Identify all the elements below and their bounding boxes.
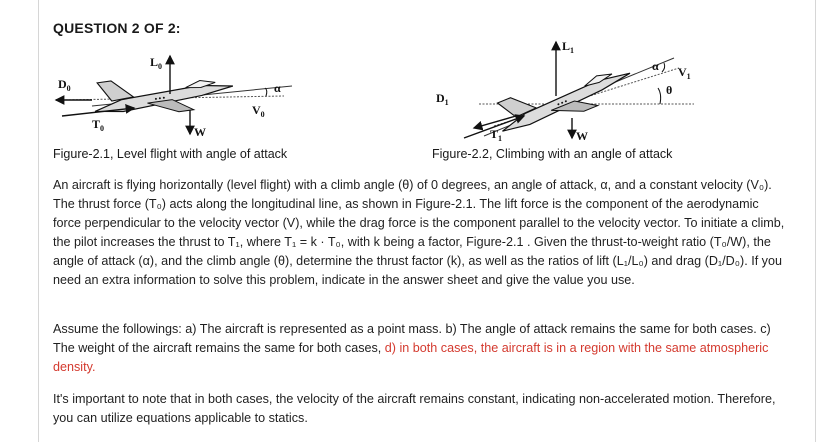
aircraft-illustration	[492, 53, 637, 143]
velocity-label: V	[252, 103, 261, 117]
figure-level-flight	[52, 44, 322, 144]
weight-label: W	[194, 125, 206, 139]
svg-text:T1: $T_1$	[490, 127, 503, 143]
weight-label: W	[576, 129, 588, 143]
drag-label: D	[436, 91, 445, 105]
problem-paragraph: An aircraft is flying horizontally (level flight) with a climb angle (θ) of 0 degrees, an angle of attack, α, and a constant velocity (V₀). The thrust force (T₀) acts along the longitudinal line, as shown in Figure-2.1. The lift force is the component of the aerodynamic force perpendicular to the velocity vector (V), while the drag force is the component parallel to the velocity vector. To initiate a climb, the pilot increases the thrust to T₁, where T₁ = k · T₀, with k being a factor, Figure-2.1 . Given the thrust-to-weight ratio (T₀/W), the angle of attack (α), and the climb angle (θ), determine the thrust factor (k), as well as the ratios of lift (L₁/L₀) and drag (D₁/D₀). If you need an extra information to solve this problem, indicate in the answer sheet and give the value you use.	[53, 178, 785, 287]
assumptions-text: Assume the followings: a) The aircraft is represented as a point mass. b) The angle of attack remains the same for both cases. c) The weight of the aircraft remains the same for both cases,	[53, 322, 771, 355]
figure-2-caption: Figure-2.2, Climbing with an angle of attack	[432, 147, 673, 161]
velocity-label: V	[678, 65, 687, 79]
assumptions-paragraph	[53, 320, 788, 377]
alpha-label: α	[274, 81, 281, 95]
thrust-label: T	[92, 117, 101, 131]
lift-label: L	[562, 39, 571, 53]
note-paragraph: It's important to note that in both cases, the velocity of the aircraft remains constant, indicating non-accelerated motion. Therefore, you can utilize equations applicable to statics.	[53, 392, 776, 425]
thrust-label: T	[490, 127, 499, 141]
drag-label: D	[58, 77, 67, 91]
figure-climbing	[424, 30, 714, 146]
svg-text:L0: $L_0$	[150, 55, 163, 71]
svg-text:V1: $V_1$	[678, 65, 691, 81]
svg-text:D0: $D_0$	[58, 77, 71, 93]
svg-text:L1: $L_1$	[562, 39, 575, 55]
figure-1-caption: Figure-2.1, Level flight with angle of attack	[53, 147, 288, 161]
svg-text:V0: $V_0$	[252, 103, 265, 119]
question-title: QUESTION 2 OF 2:	[53, 20, 181, 36]
lift-label: L	[150, 55, 159, 69]
svg-text:D1: $D_1$	[436, 91, 449, 107]
theta-label: θ	[666, 83, 673, 97]
alpha-label: α	[652, 59, 659, 73]
svg-text:T0: $T_0$	[92, 117, 105, 133]
assumption-d-highlight: d) in both cases, the aircraft is in a region with the same atmospheric density.	[53, 341, 769, 374]
